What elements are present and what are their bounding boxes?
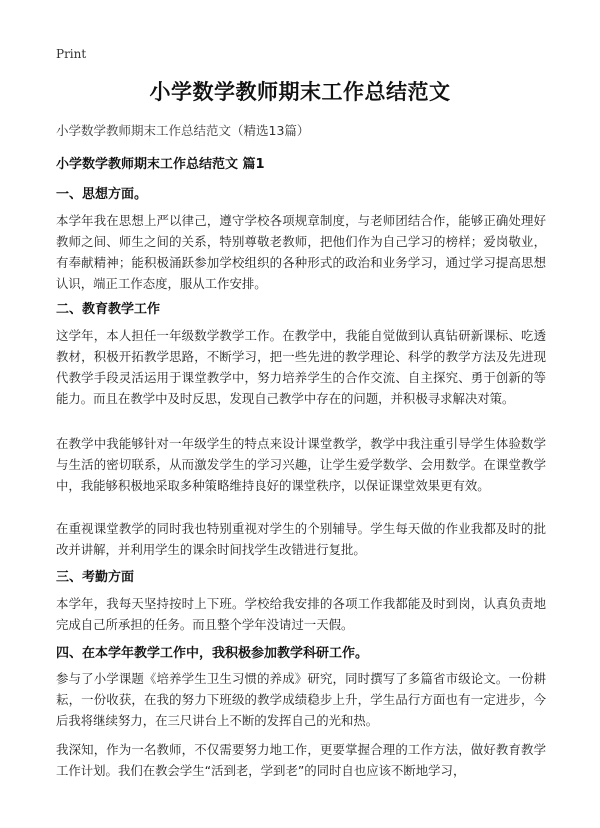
section-heading-research: 四、在本学年教学工作中，我积极参加教学科研工作。 (56, 646, 369, 661)
paragraph-teaching-1: 这学年，本人担任一年级数学教学工作。在教学中，我能自觉做到认真钻研新课标、吃透教材，积极开拓教学思路，不断学习，把一些先进的教学理论、科学的教学方法及先进现代教学手段灵活运用于课堂教学中，努力培养学生的合作交流、自主探究、勇于创新的等能力。而且在教学中及时反思，发现自己教学中存在的问题，并积极寻求解决对策。 (56, 328, 546, 406)
print-link[interactable]: Print (56, 47, 87, 61)
paragraph-thought: 本学年我在思想上严以律己，遵守学校各项规章制度，与老师团结合作，能够正确处理好教师之间、师生之间的关系，特别尊敬老教师，把他们作为自己学习的榜样；爱岗敬业，有奉献精神；能积极涌跃参加学校组织的各种形式的政治和业务学习，通过学习提高思想认识，端正工作态度，服从工作安排。 (56, 213, 546, 291)
document-subtitle: 小学数学教师期末工作总结范文（精选13篇） (56, 123, 310, 138)
paragraph-methods: 我深知，作为一名教师，不仅需要努力地工作，更要掌握合理的工作方法，做好教育教学工作计划。我们在教会学生“活到老，学到老”的同时自也应该不断地学习， (56, 742, 546, 778)
article-heading: 小学数学教师期末工作总结范文 篇1 (56, 157, 265, 172)
section-heading-thought: 一、思想方面。 (56, 187, 148, 202)
paragraph-teaching-3: 在重视课堂教学的同时我也特别重视对学生的个别辅导。学生每天做的作业我都及时的批改并讲解，并利用学生的课余时间找学生改错进行复批。 (56, 521, 546, 557)
section-heading-attendance: 三、考勤方面 (56, 570, 135, 585)
page-title: 小学数学教师期末工作总结范文 (149, 80, 451, 104)
section-heading-teaching: 二、教育教学工作 (56, 302, 161, 317)
paragraph-attendance: 本学年，我每天坚持按时上下班。学校给我安排的各项工作我都能及时到岗，认真负责地完成自己所承担的任务。而且整个学年没请过一天假。 (56, 596, 546, 632)
paragraph-research: 参与了小学课题《培养学生卫生习惯的养成》研究，同时撰写了多篇省市级论文。一份耕耘，一份收获，在我的努力下班级的教学成绩稳步上升，学生品行方面也有一定进步，今后我将继续努力，在三尺讲台上不断的发挥自己的光和热。 (56, 671, 546, 728)
paragraph-teaching-2: 在教学中我能够针对一年级学生的特点来设计课堂教学，教学中我注重引导学生体验数学与生活的密切联系，从而激发学生的学习兴趣，让学生爱学数学、会用数学。在课堂教学中，我能够积极地采取多种策略维持良好的课堂秩序，以保证课堂效果更有效。 (56, 436, 546, 493)
